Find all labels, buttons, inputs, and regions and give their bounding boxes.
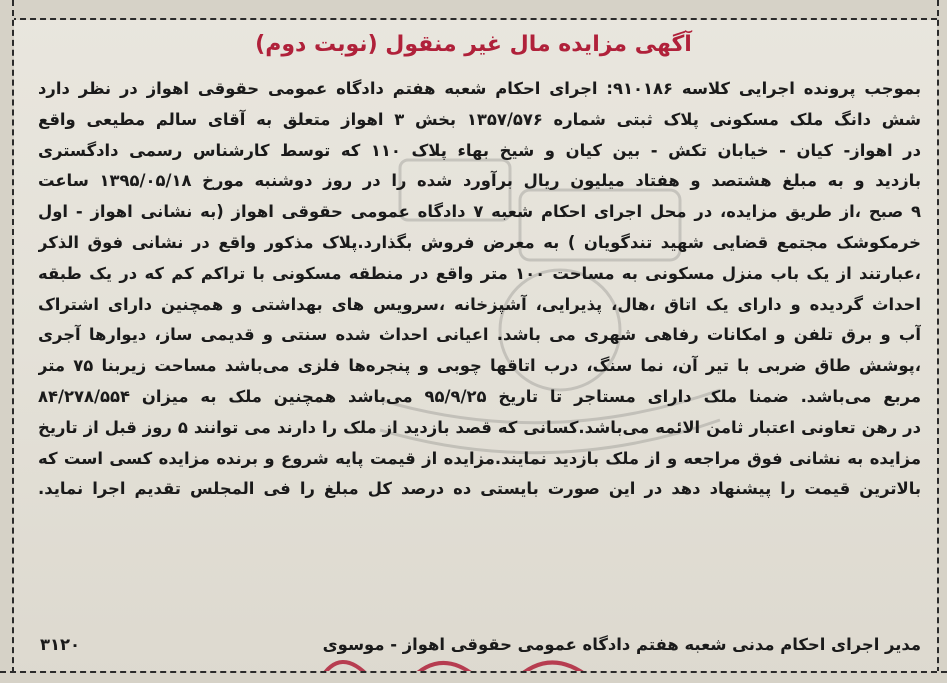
- notice-line: ،پوشش طاق ضربی با تیر آن، نما سنگ، درب اتاقها چوبی و پنجره‌ها فلزی می‌باشد مساحت زیربنا ۷۵ متر: [38, 356, 921, 376]
- notice-line: ،عبارتند از یک باب منزل مسکونی به مساحت ۱۰۰ متر واقع در منطقه مسکونی با تراکم کم که در یک طبقه: [38, 263, 921, 283]
- signature-line: مدیر اجرای احکام مدنی شعبه هفتم دادگاه عمومی حقوقی اهواز - موسوی: [322, 635, 921, 654]
- notice-line: شش دانگ ملک مسکونی پلاک ثبتی شماره ۱۳۵۷/۵۷۶ بخش ۳ اهواز متعلق به آقای سالم مطیعی واقع: [38, 109, 921, 129]
- dashed-border-right: [937, 0, 947, 683]
- notice-line: بالاترین قیمت را پیشنهاد دهد در این صورت بایستی ده درصد کل مبلغ را فی المجلس تقدیم اجرا نماید.: [38, 479, 921, 499]
- notice-line: مزایده به نشانی فوق مراجعه و از ملک بازدید نمایند.مزایده از قیمت پایه شروع و برنده مزایده کسی است که: [38, 448, 921, 468]
- notice-body: [38, 74, 921, 505]
- dashed-border-left: [0, 0, 14, 683]
- notice-line: در رهن تعاونی اعتبار ثامن الائمه می‌باشد.کسانی که قصد بازدید از ملک را دارند می توانند ۵ روز قبل از تاریخ: [38, 417, 921, 437]
- notice-line: بازدید و به مبلغ هشتصد و هفتاد میلیون ریال برآورد شده را در روز دوشنبه مورخ ۱۳۹۵/۰۵/۱۸ ساعت: [38, 171, 921, 191]
- dashed-border-bottom: [0, 671, 947, 683]
- notice-line: خرمکوشک مجتمع قضایی شهید تندگویان ) به معرض فروش بگذارد.پلاک مذکور واقع در نشانی فوق الذکر: [38, 232, 921, 252]
- notice-line: احداث گردیده و دارای یک اتاق ،هال، پذیرایی، آشپزخانه ،سرویس های بهداشتی و همچنین دارای اشتراک: [38, 294, 921, 314]
- dashed-border-top: [0, 0, 947, 20]
- notice-line: آب و برق تلفن و امکانات رفاهی شهری می باشد. اعیانی احداث شده سنتی و قدیمی ساز، دیوارها آجری: [38, 325, 921, 345]
- reference-number: ۳۱۲۰: [40, 635, 81, 654]
- notice-title: آگهی مزایده مال غیر منقول (نوبت دوم): [255, 32, 692, 57]
- notice-line: در اهواز- کیان - خیابان تکش - بین کیان و شیخ بهاء پلاک ۱۱۰ که توسط کارشناس رسمی دادگستری: [38, 140, 921, 160]
- notice-line: ۹ صبح ،از طریق مزایده، در محل اجرای احکام شعبه ۷ دادگاه عمومی حقوقی اهواز (به نشانی اهواز - اول: [38, 202, 921, 222]
- notice-line: بموجب پرونده اجرایی کلاسه ۹۱۰۱۸۶: اجرای احکام شعبه هفتم دادگاه عمومی حقوقی اهواز در نظر دارد: [38, 79, 921, 98]
- notice-line: مربع می‌باشد. ضمنا ملک دارای مستاجر تا تاریخ ۹۵/۹/۲۵ می‌باشد همچنین ملک به میزان ۸۴/۲۷۸/۵۵۴: [38, 386, 921, 406]
